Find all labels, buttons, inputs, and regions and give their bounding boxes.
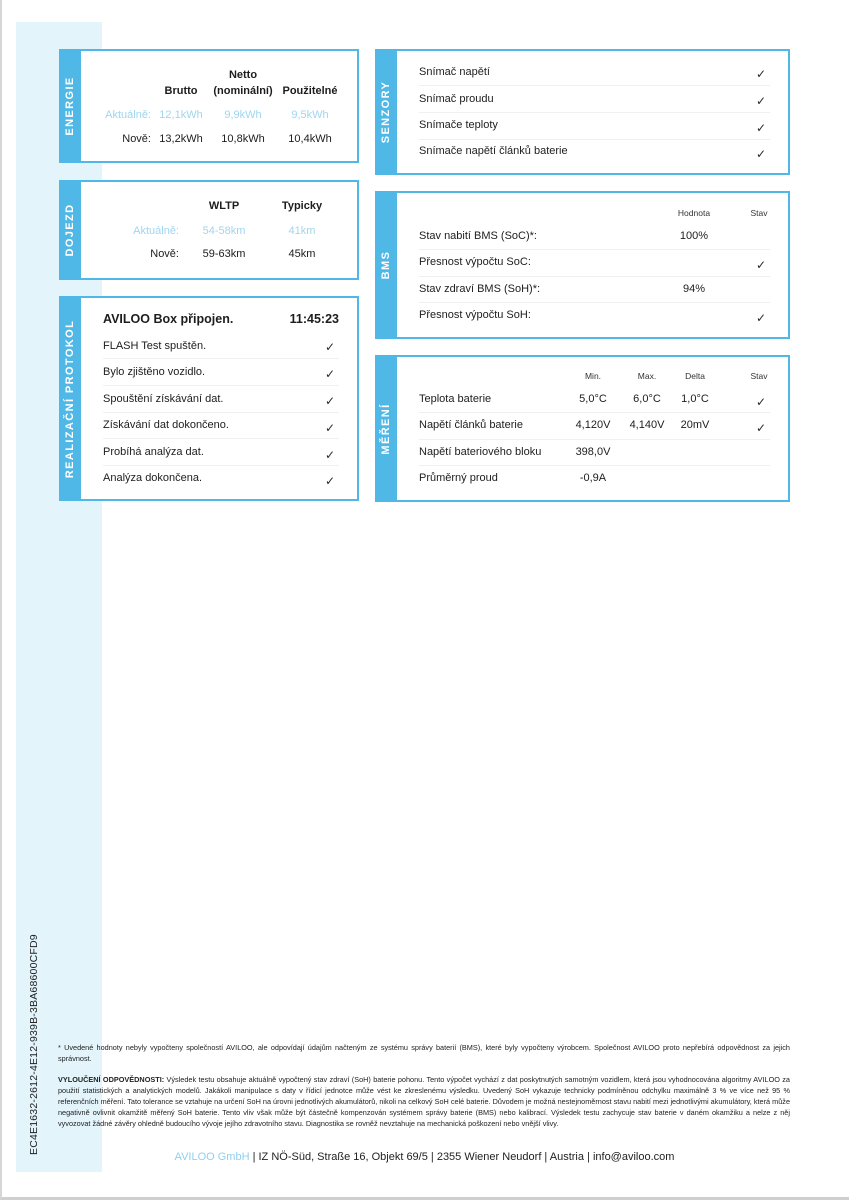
mereni-value: 4,120V: [575, 419, 611, 431]
energie-panel-tab: [59, 49, 81, 163]
mereni-value: 4,140V: [629, 419, 665, 431]
mereni-value: 1,0°C: [681, 393, 709, 405]
disclaimer-text: Výsledek testu obsahuje aktuálně vypočtený stav zdraví (SoH) baterie pohonu. Tento výpočet vychází z dat poskytnutých samotným vozidlem, která jsou vyhodnocována algoritmy AVILOO za použití statistických a analytických modelů. Jakákoli manipulace s daty v řídicí jednotce může vést ke zkreslenému výsledku. Uvedený SoH vykazuje technicky podmíněnou odchylku maximálně 3 % ve více než 95 % referenčních měření. Tato tolerance se vztahuje na určení SoH na úrovni jednotlivých akumulátorů, nikoli na celkový SoH celé baterie. Důvodem je možná nestejnoměrnost stavu nabití mezi jednotlivými akumulátory, která může negativně ovlivnit okamžitě měřený SoH baterie. Tento vliv však může být částečně kompenzován systémem správy baterie (BMS) nebo kalibrací. Výsledek testu zachycuje stav baterie v daném okamžiku a nelze z něj vyvozovat žádné závěry ohledně budoucího vývoje jejího zdravotního stavu. Diagnostika se rovněž nevztahuje na mechanická poškození nebo vnější vlivy.: [58, 1075, 790, 1128]
document-id: EC4E1632-2612-4E12-939B-3BA68600CFD9: [28, 934, 40, 1155]
check-icon: ✓: [755, 94, 766, 108]
bms-panel-tab: [375, 191, 397, 339]
check-icon: ✓: [324, 394, 335, 408]
check-icon: ✓: [755, 395, 766, 409]
col-netto-line2: (nominální): [213, 85, 273, 97]
col-wltp: WLTP: [208, 200, 240, 212]
protokol-step: Bylo zjištěno vozidlo.: [103, 366, 206, 378]
row-label: Nově:: [122, 133, 151, 145]
mereni-panel-tab: [375, 355, 397, 502]
energie-brutto-new: 13,2kWh: [159, 133, 203, 145]
disclaimer-title: VYLOUČENÍ ODPOVĚDNOSTI:: [58, 1075, 165, 1084]
bms-row-label: Přesnost výpočtu SoH:: [419, 309, 531, 321]
check-icon: ✓: [755, 311, 766, 325]
divider: [419, 85, 770, 86]
senzory-item: Snímače napětí článků baterie: [419, 145, 568, 157]
energie-title: ENERGIE: [64, 76, 76, 136]
dojezd-wltp-new: 59-63km: [202, 248, 246, 260]
col-max: Max.: [637, 371, 657, 381]
mereni-row-label: Napětí bateriového bloku: [419, 446, 542, 458]
protokol-step: Získávání dat dokončeno.: [103, 419, 229, 431]
dojezd-panel: [59, 180, 359, 280]
protokol-step: Spouštění získávání dat.: [103, 393, 224, 405]
mereni-panel: [375, 355, 790, 502]
divider: [103, 465, 339, 466]
senzory-panel-tab: [375, 49, 397, 175]
check-icon: ✓: [324, 421, 335, 435]
row-label: Aktuálně:: [105, 109, 151, 121]
mereni-row-label: Napětí článků baterie: [419, 419, 523, 431]
col-typicky: Typicky: [281, 200, 323, 212]
dojezd-wltp-current: 54-58km: [202, 225, 246, 237]
dojezd-typicky-new: 45km: [288, 248, 316, 260]
mereni-value: -0,9A: [579, 472, 607, 484]
senzory-item: Snímač napětí: [419, 66, 490, 78]
row-label: Nově:: [150, 248, 179, 260]
mereni-row-label: Teplota baterie: [419, 393, 492, 405]
protokol-step: FLASH Test spuštěn.: [103, 340, 207, 352]
divider: [103, 412, 339, 413]
col-pouzitelne: Použitelné: [282, 85, 338, 97]
divider: [419, 412, 770, 413]
col-netto-line1: Netto: [228, 69, 258, 81]
protokol-panel-tab: [59, 296, 81, 501]
divider: [419, 439, 770, 440]
energie-brutto-current: 12,1kWh: [159, 109, 203, 121]
protokol-step: Probíhá analýza dat.: [103, 446, 204, 458]
check-icon: ✓: [324, 340, 335, 354]
energie-netto-new: 10,8kWh: [221, 133, 265, 145]
senzory-item: Snímač proudu: [419, 93, 494, 105]
col-stav: Stav: [750, 371, 768, 381]
protokol-header-time: 11:45:23: [289, 312, 339, 326]
energie-panel: [59, 49, 359, 163]
protokol-panel: [59, 296, 359, 501]
mereni-value: 6,0°C: [633, 393, 661, 405]
dojezd-title: DOJEZD: [64, 203, 76, 257]
col-min: Min.: [584, 371, 602, 381]
check-icon: ✓: [755, 147, 766, 161]
divider: [419, 249, 770, 250]
check-icon: ✓: [755, 258, 766, 272]
dojezd-panel-tab: [59, 180, 81, 280]
mereni-row-label: Průměrný proud: [419, 472, 498, 484]
footer-address: | IZ NÖ-Süd, Straße 16, Objekt 69/5 | 2355 Wiener Neudorf | Austria | info@aviloo.com: [249, 1151, 675, 1163]
check-icon: ✓: [755, 421, 766, 435]
bms-soc-value: 100%: [679, 230, 709, 242]
row-label: Aktuálně:: [133, 225, 179, 237]
check-icon: ✓: [324, 367, 335, 381]
check-icon: ✓: [755, 121, 766, 135]
asterisk-footnote: * Uvedené hodnoty nebyly vypočteny společností AVILOO, ale odpovídají údajům načteným ze systému správy baterií (BMS), které byly vypočteny výrobcem. Společnost AVILOO proto nepřebírá odpovědnost za jejich správnost.: [58, 1043, 790, 1063]
mereni-value: 5,0°C: [579, 393, 607, 405]
senzory-item: Snímače teploty: [419, 119, 498, 131]
col-brutto: Brutto: [164, 85, 198, 97]
protokol-header-label: AVILOO Box připojen.: [103, 312, 234, 326]
check-icon: ✓: [755, 67, 766, 81]
divider: [419, 276, 770, 277]
col-stav: Stav: [750, 208, 768, 218]
mereni-value: 398,0V: [575, 446, 611, 458]
senzory-panel: [375, 49, 790, 175]
footer-brand: AVILOO GmbH: [174, 1151, 250, 1163]
check-icon: ✓: [324, 448, 335, 462]
mereni-value: 20mV: [680, 419, 710, 431]
col-hodnota: Hodnota: [677, 208, 711, 218]
dojezd-typicky-current: 41km: [288, 225, 316, 237]
energie-pouzitelne-current: 9,5kWh: [291, 109, 329, 121]
disclaimer: [58, 1074, 790, 1129]
divider: [419, 302, 770, 303]
bms-panel: [375, 191, 790, 339]
bms-row-label: Stav nabití BMS (SoC)*:: [419, 230, 537, 242]
bms-soh-value: 94%: [682, 283, 706, 295]
protokol-step: Analýza dokončena.: [103, 472, 203, 484]
energie-netto-current: 9,9kWh: [224, 109, 262, 121]
footer: [0, 1151, 849, 1163]
bms-row-label: Přesnost výpočtu SoC:: [419, 256, 531, 268]
divider: [419, 465, 770, 466]
protokol-title: REALIZAČNÍ PROTOKOL: [64, 319, 76, 478]
divider: [103, 438, 339, 439]
check-icon: ✓: [324, 474, 335, 488]
col-delta: Delta: [685, 371, 705, 381]
divider: [103, 358, 339, 359]
energie-pouzitelne-new: 10,4kWh: [288, 133, 332, 145]
bms-row-label: Stav zdraví BMS (SoH)*:: [419, 283, 541, 295]
divider: [103, 385, 339, 386]
divider: [419, 112, 770, 113]
mereni-title: MĚŘENÍ: [380, 402, 392, 455]
bms-title: BMS: [380, 250, 392, 280]
senzory-title: SENZORY: [380, 80, 392, 144]
divider: [419, 139, 770, 140]
